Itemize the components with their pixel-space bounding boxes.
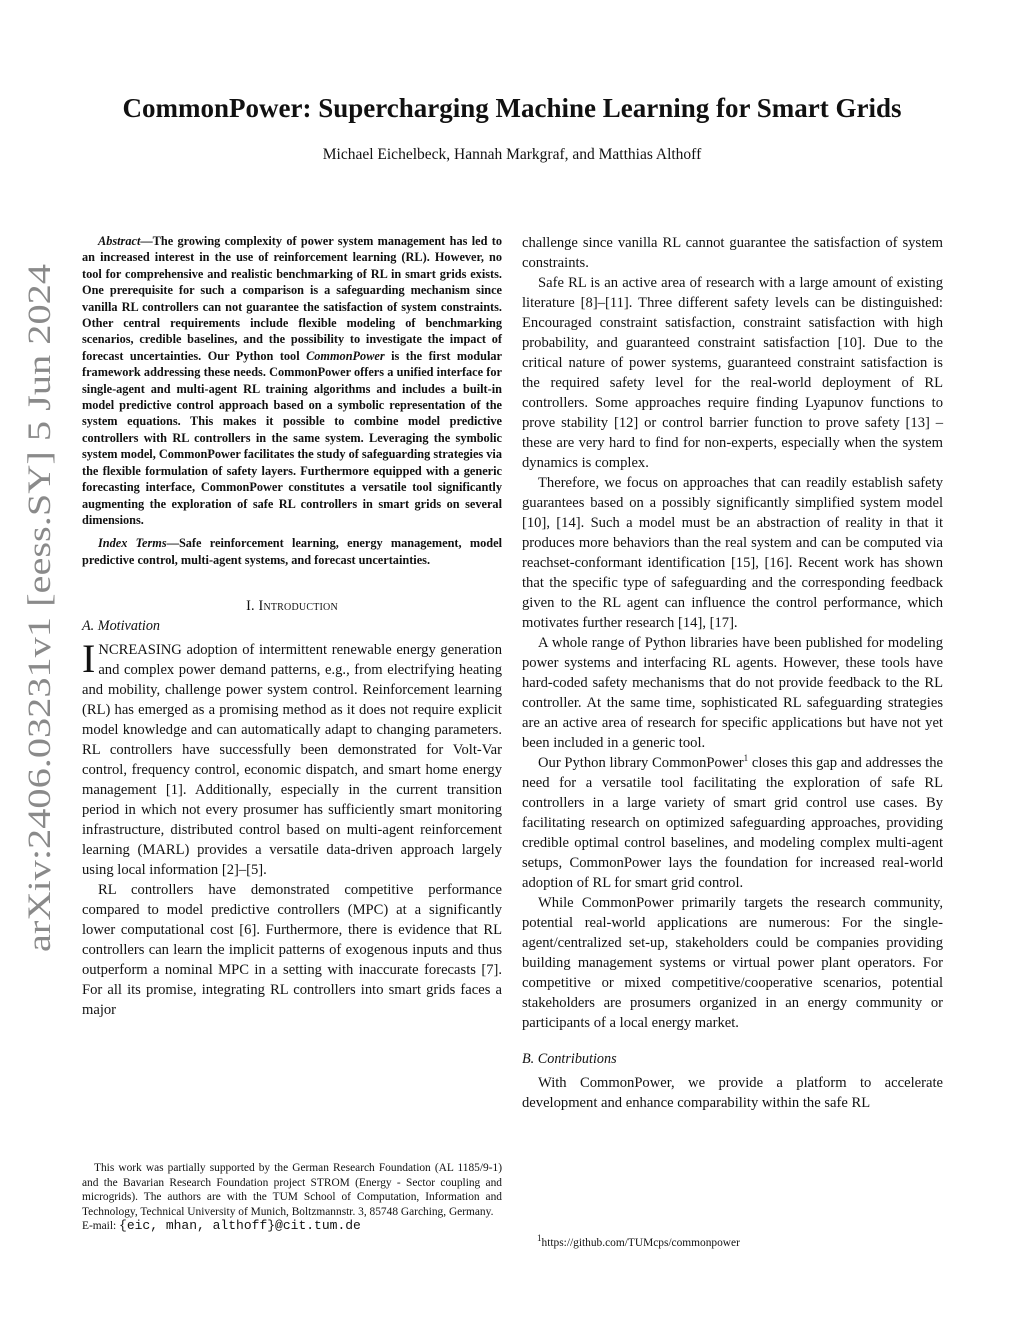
- section-heading-introduction: [82, 598, 502, 615]
- subsection-motivation: A. Motivation: [82, 618, 161, 635]
- paragraph-1-text: adoption of intermittent renewable energy generation and complex power demand patterns, e.g., from electrifying heating and mobility, challenge power system control. Reinforcement learning (RL) has emerged as a promising method as it does not require explicit model knowledge and can automatically adapt to changing parameters. RL controllers have successfully been demonstrated for Volt-Var control, frequency control, economic dispatch, and smart home energy management [1]. Additionally, especially in the current transition period in which not every prosumer has sufficiently smart monitoring infrastructure, distributed control based on multi-agent reinforcement learning (MARL) provides a versatile data-driven approach largely using local information [2]–[5].: [82, 642, 502, 879]
- footnote-1: [537, 1233, 740, 1249]
- section-title: Introduction: [258, 598, 338, 615]
- footnote-1-url[interactable]: https://github.com/TUMcps/commonpower: [541, 1237, 740, 1249]
- paragraph-7: While CommonPower primarily targets the research community, potential real-world applications are numerous: For the single-agent/centralized set-up, stakeholders could be companies providing building management systems or virtual power plant operators. For competitive or mixed competitive/cooperative scenarios, potential stakeholders are prosumers organized in an energy community or participants of a local energy market.: [522, 895, 943, 1031]
- email-label: E-mail:: [82, 1220, 120, 1233]
- arxiv-stamp-svg: [14, 262, 64, 952]
- paragraph-3: Safe RL is an active area of research with a large amount of existing literature [8]–[11]. Three different safety levels can be distinguished: Encouraged constraint satisfaction, constraint satisfaction with high probability, and guaranteed constraint satisfaction [10]. Due to the critical nature of power systems, guaranteed constraint satisfaction is the required safety level for the real-world deployment of RL controllers. Some approaches require finding Lyapunov functions to prove stability [12] or control barrier function to prove safety [13] – these are very hard to find for non-experts, especially when the system dynamics is complex.: [522, 275, 943, 471]
- index-terms-label: Index Terms: [98, 536, 167, 551]
- abstract-label: Abstract: [98, 234, 141, 248]
- paragraph-6: [522, 753, 943, 893]
- arxiv-identifier-stamp: [14, 262, 64, 952]
- email-address: {eic, mhan, althoff}@cit.tum.de: [119, 1218, 361, 1234]
- paragraph-6-text-b: closes this gap and addresses the need for a versatile tool facilitating the exploration of safe RL controllers in a large variety of smart grid control use cases. By facilitating research on optimized safeguarding approaches, providing credible optimal control baselines, and modeling complex multi-agent setups, CommonPower lays the foundation for increased real-world adoption of RL for smart grid control.: [522, 755, 943, 891]
- abstract: [82, 233, 502, 528]
- paragraph-1: [82, 636, 502, 880]
- footnote-email: [82, 1219, 502, 1234]
- footnote-funding-text: This work was partially supported by the German Research Foundation (AL 1185/9-1) and the Bavarian Research Foundation project STROM (Energy - Sector coupling and microgrids). The authors are with the TUM School of Computation, Information and Technology, Technical University of Munich, Boltzmannstr. 3, 85748 Garching, Germany.: [82, 1162, 502, 1218]
- footnote-1-mark: 1: [537, 1233, 542, 1244]
- abstract-emphasis: CommonPower: [306, 348, 385, 363]
- paragraph-2: RL controllers have demonstrated competitive performance compared to model predictive controllers (MPC) at a significantly lower computational cost [6]. Furthermore, there is evidence that RL controllers can learn the implicit patterns of exogenous inputs and thus outperform a nominal MPC in a setting with inaccurate forecasts [7]. For all its promise, integrating RL controllers into smart grids faces a major: [82, 882, 502, 1019]
- dropcap: I: [82, 636, 96, 682]
- paper-authors: Michael Eichelbeck, Hannah Markgraf, and Matthias Althoff: [322, 146, 702, 163]
- paragraph-5: A whole range of Python libraries have been published for modeling power systems and interfacing RL agents. However, these tools have hard-coded safety mechanisms that do not provide feedback to the RL controller. At the same time, sophisticated RL safeguarding strategies are an active area of research for specific applications but have not yet been included in a generic tool.: [522, 635, 943, 751]
- arxiv-id-text: arXiv:2406.03231v1 [eess.SY] 5 Jun 2024: [22, 389, 58, 952]
- abstract-text: —The growing complexity of power system management has led to an increased interest in the use of reinforcement learning (RL). However, no tool for comprehensive and realistic benchmarking of RL in smart grids exists. One prerequisite for such a comparison is a safeguarding mechanism since vanilla RL controllers can not guarantee the satisfaction of system constraints. Other central requirements include flexible modeling of benchmarking scenarios, credible baselines, and the possibility to investigate the impact of forecast uncertainties. Our Python tool: [82, 234, 502, 363]
- right-column: [522, 233, 943, 1113]
- paragraph-8: With CommonPower, we provide a platform to accelerate development and enhance comparability within the safe RL: [522, 1075, 943, 1111]
- paper-title: CommonPower: Supercharging Machine Learning for Smart Grids: [122, 93, 902, 123]
- paragraph-6-text-a: Our Python library CommonPower: [538, 755, 744, 771]
- footnote-1-ref[interactable]: 1: [743, 753, 749, 764]
- paragraph-4: Therefore, we focus on approaches that can readily establish safety guarantees based on a possibly significantly simplified system model [10], [14]. Such a model must be an abstraction of reality in that it produces more behaviors than the real system and can be computed via reachset-conformant identification [15], [16]. Recent work has shown that the specific type of safeguarding and the corresponding feedback given to the RL agent can influence the control performance, which motivates further research [14], [17].: [522, 475, 943, 631]
- abstract-text-2: is the first modular framework addressing these needs. CommonPower offers a unified interface for single-agent and multi-agent RL training algorithms and includes a built-in model predictive control approach based on a symbolic representation of the system equations. This makes it possible to combine model predictive controllers with RL controllers in the same system. Leveraging the symbolic system model, CommonPower facilitates the study of safeguarding strategies via the flexible formulation of safety layers. Furthermore equipped with a generic forecasting interface, CommonPower constitutes a versatile tool significantly augmenting the exploration of safe RL controllers in smart grids on several dimensions.: [82, 348, 502, 527]
- footnote-funding: [82, 1161, 502, 1234]
- paragraph-1-first-word: NCREASING: [98, 642, 182, 659]
- paragraph-2-continued: challenge since vanilla RL cannot guarantee the satisfaction of system constraints.: [522, 235, 943, 271]
- index-terms-text: —Safe reinforcement learning, energy management, model predictive control, multi-agent systems, and forecast uncertainties.: [82, 536, 502, 567]
- left-column: [82, 233, 502, 1020]
- section-numeral: I.: [246, 598, 259, 615]
- index-terms: [82, 535, 502, 568]
- subsection-contributions: B. Contributions: [522, 1051, 617, 1067]
